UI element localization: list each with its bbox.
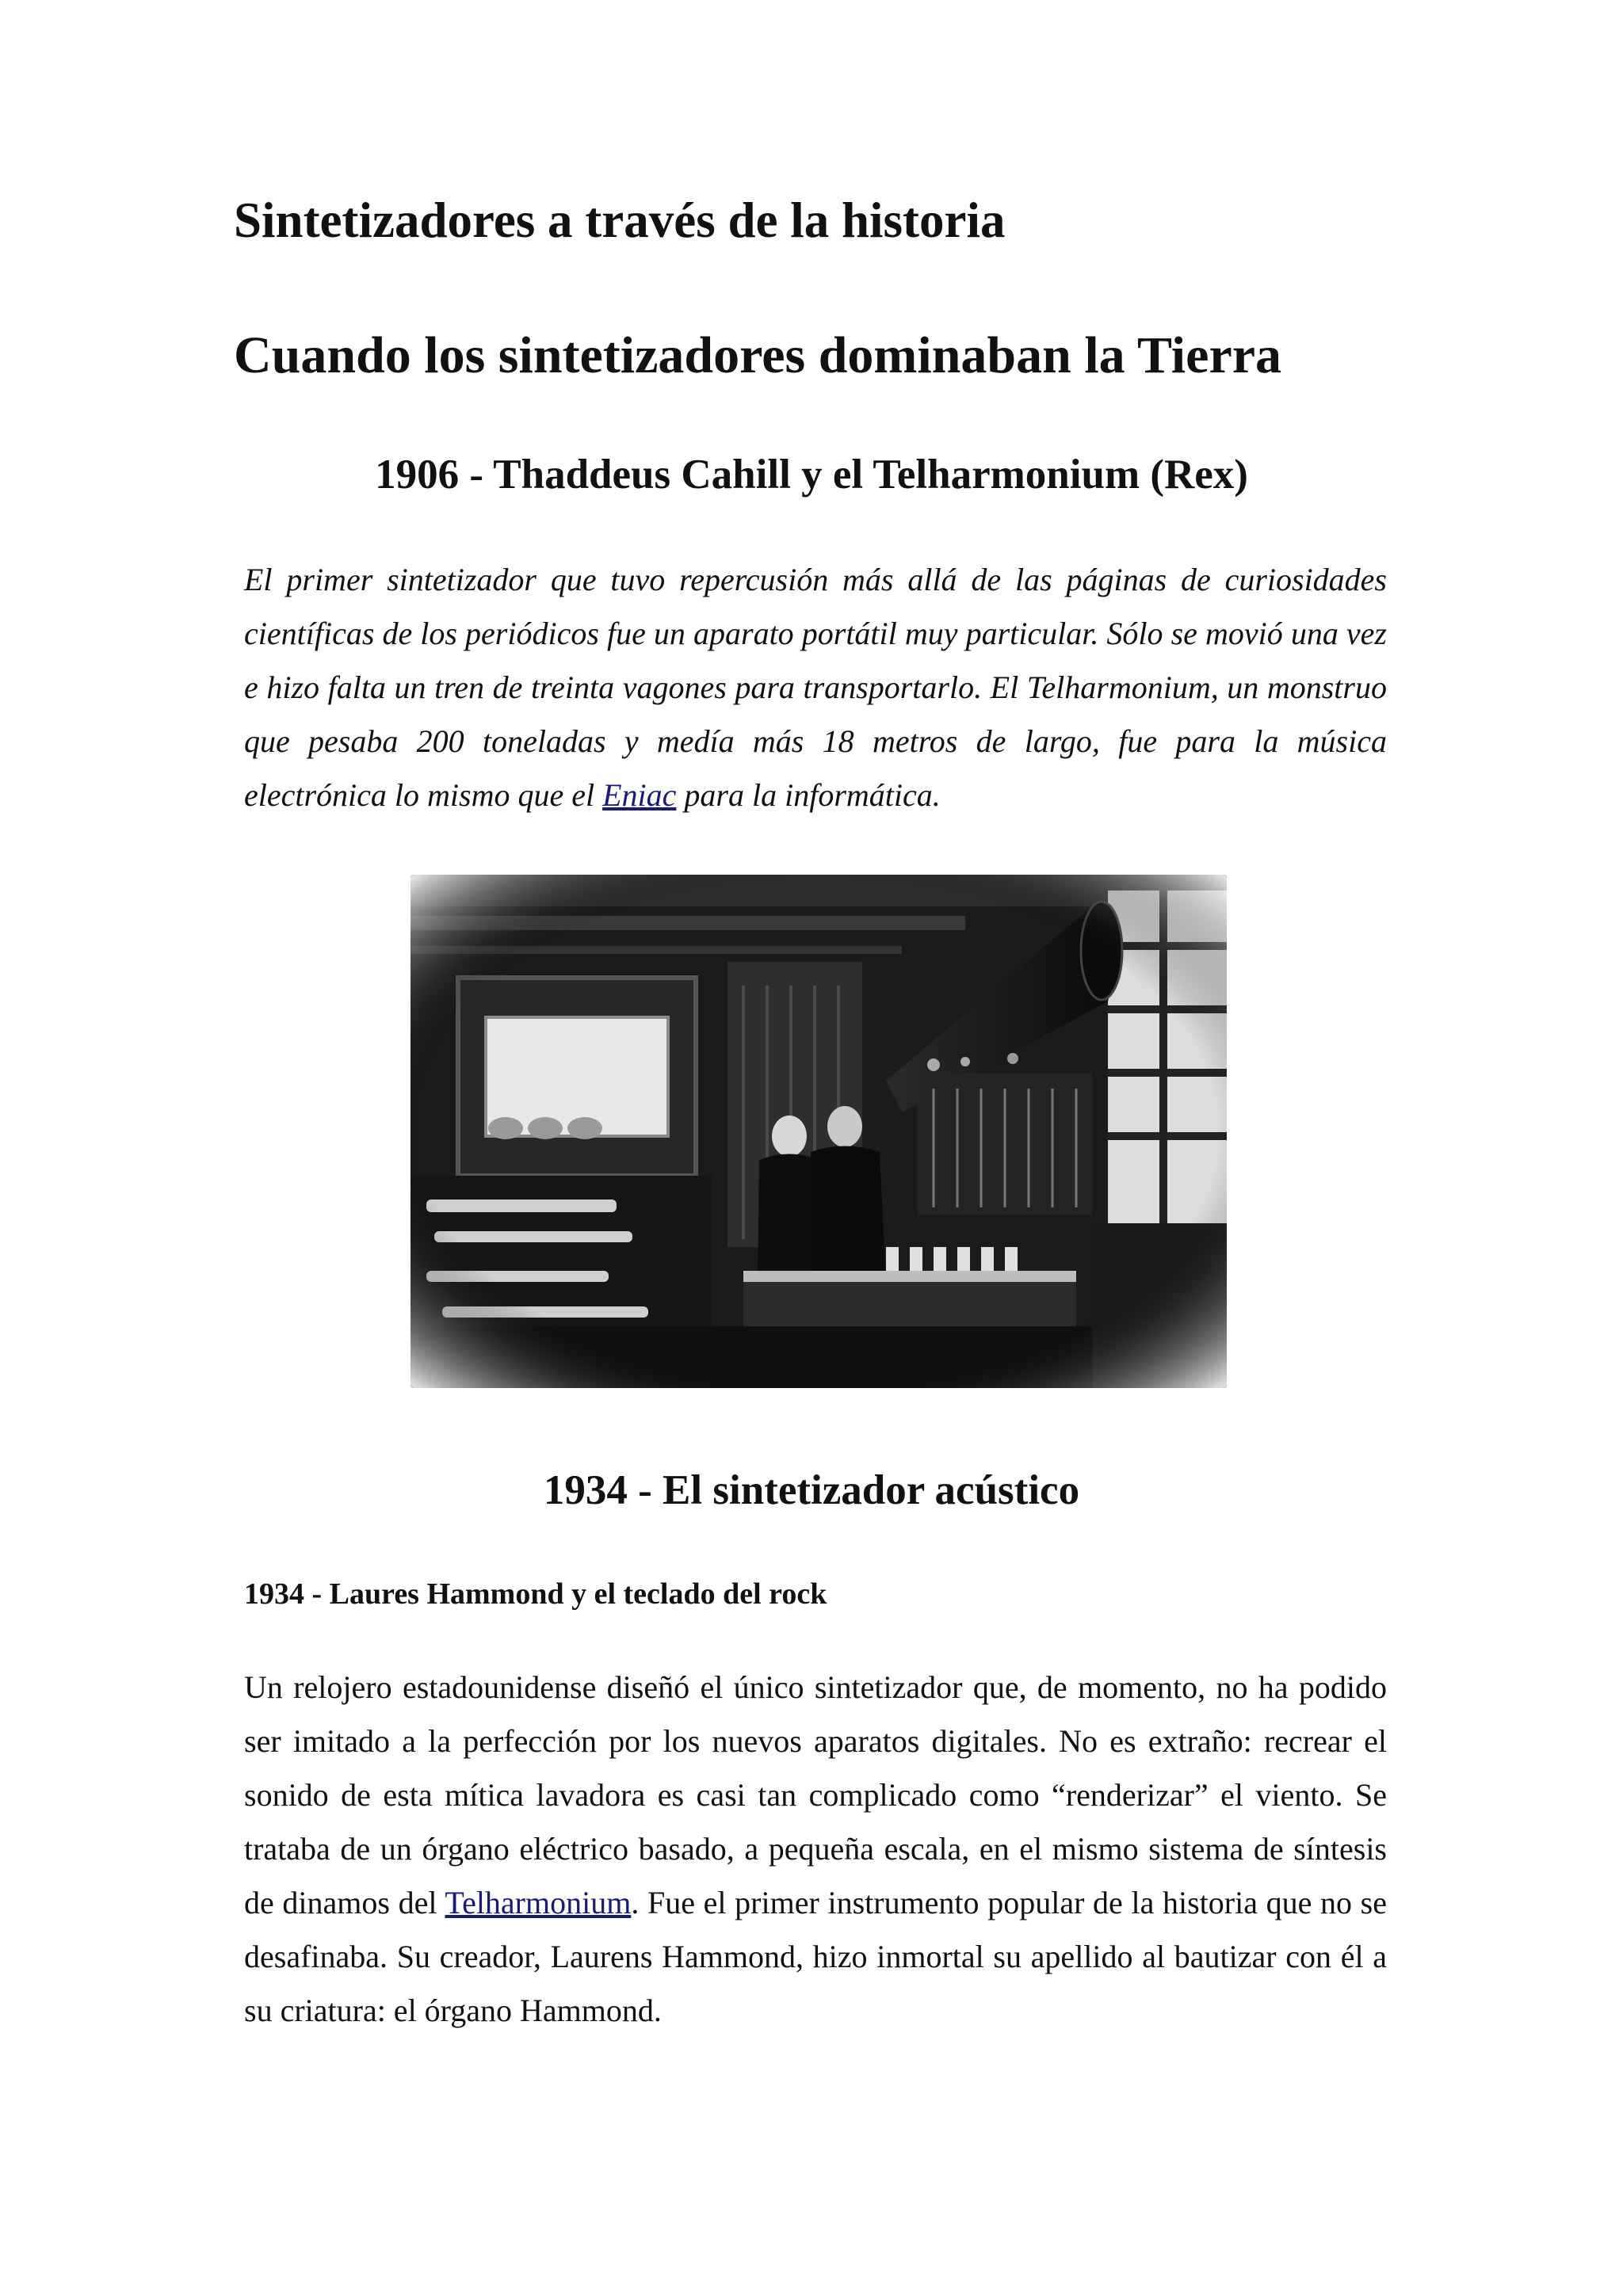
telharmonium-photo — [411, 875, 1227, 1388]
telharmonium-link[interactable]: Telharmonium — [445, 1885, 632, 1920]
paragraph-text: El primer sintetizador que tuvo repercusión más allá de las páginas de curiosidades científicas de los periódicos fue un aparato portátil muy particular. Sólo se movió una vez e hizo falta un tren de treinta vagones para transportarlo. El Telharmonium, un monstruo que pesaba 200 toneladas y medía más 18 metros de largo, fue para la música electrónica lo mismo que el — [244, 562, 1387, 813]
section-heading-1934: 1934 - El sintetizador acústico — [543, 1467, 1080, 1513]
paragraph-telharmonium — [244, 553, 1387, 822]
eniac-link[interactable]: Eniac — [602, 777, 677, 813]
paragraph-hammond — [244, 1661, 1387, 2038]
document-subtitle: Cuando los sintetizadores dominaban la Tierra — [234, 326, 1282, 384]
section-heading-1906: 1906 - Thaddeus Cahill y el Telharmonium (Rex) — [375, 452, 1248, 498]
paragraph-text: . Fue el primer instrumento popular de la historia que no se desafinaba. Su creador, Laurens Hammond, hizo inmortal su apellido al bautizar con él a su criatura: el órgano Hammond. — [244, 1885, 1387, 2028]
document-title: Sintetizadores a través de la historia — [234, 193, 1006, 248]
paragraph-text: para la informática. — [676, 777, 941, 813]
subsection-heading-hammond: 1934 - Laures Hammond y el teclado del rock — [244, 1577, 827, 1611]
paragraph-text: Un relojero estadounidense diseñó el único sintetizador que, de momento, no ha podido ser imitado a la perfección por los nuevos aparatos digitales. No es extraño: recrear el sonido de esta mítica lavadora es casi tan complicado como “renderizar” el viento. Se trataba de un órgano eléctrico basado, a pequeña escala, en el mismo sistema de síntesis de dinamos del — [244, 1669, 1387, 1920]
